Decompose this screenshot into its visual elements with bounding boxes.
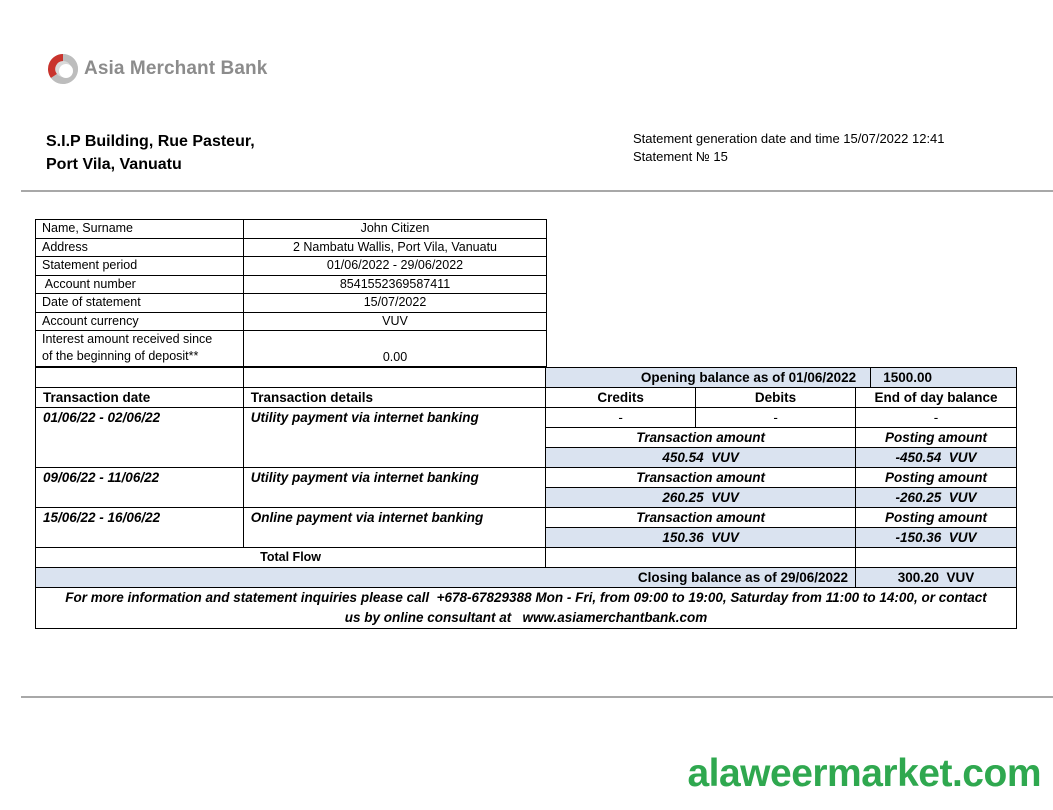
opening-balance-value: 1500.00 — [883, 370, 932, 385]
transaction-amount-label: Transaction amount — [546, 428, 856, 448]
info-row — [36, 294, 547, 313]
eod-balance-value: - — [856, 408, 1017, 428]
info-label: Name, Surname — [36, 220, 244, 239]
bank-name: Asia Merchant Bank — [84, 58, 268, 79]
info-row — [36, 257, 547, 276]
posting-amount-label: Posting amount — [856, 468, 1017, 488]
info-row — [36, 238, 547, 257]
transaction-details: Utility payment via internet banking — [243, 468, 545, 508]
statement-info — [633, 130, 945, 166]
table-row — [36, 508, 1017, 528]
info-row — [36, 312, 547, 331]
header-end-of-day-balance: End of day balance — [856, 388, 1017, 408]
transaction-amount-label: Transaction amount — [546, 508, 856, 528]
info-row — [36, 275, 547, 294]
header-transaction-date: Transaction date — [36, 388, 244, 408]
header-debits: Debits — [696, 388, 856, 408]
posting-amount-value: -150.36 VUV — [856, 528, 1017, 548]
transaction-amount-label: Transaction amount — [546, 468, 856, 488]
empty-cell — [36, 368, 244, 388]
empty-cell — [856, 548, 1017, 568]
transactions-table — [35, 367, 1017, 629]
info-value: 15/07/2022 — [244, 294, 547, 313]
debits-value: - — [696, 408, 856, 428]
info-label-line-2: of the beginning of deposit** — [42, 349, 199, 363]
transaction-date: 01/06/22 - 02/06/22 — [36, 408, 244, 468]
posting-amount-value: -450.54 VUV — [856, 448, 1017, 468]
bottom-divider — [21, 696, 1053, 698]
table-row — [36, 408, 1017, 428]
transaction-date: 15/06/22 - 16/06/22 — [36, 508, 244, 548]
table-header-row — [36, 388, 1017, 408]
contact-footer — [36, 588, 1017, 629]
address-line-2: Port Vila, Vanuatu — [46, 156, 182, 173]
transaction-date: 09/06/22 - 11/06/22 — [36, 468, 244, 508]
bank-address — [46, 130, 255, 176]
info-label: Statement period — [36, 257, 244, 276]
top-divider — [21, 190, 1053, 192]
statement-generation-line: Statement generation date and time 15/07/2022 12:41 — [633, 131, 945, 146]
info-row — [36, 331, 547, 367]
info-label-line-1: Interest amount received since — [42, 332, 213, 346]
transaction-amount-value: 260.25 VUV — [546, 488, 856, 508]
info-row — [36, 220, 547, 239]
transaction-details: Utility payment via internet banking — [243, 408, 545, 468]
info-value: 2 Nambatu Wallis, Port Vila, Vanuatu — [244, 238, 547, 257]
info-label: Account currency — [36, 312, 244, 331]
info-value: 01/06/2022 - 29/06/2022 — [244, 257, 547, 276]
info-label: Address — [36, 238, 244, 257]
closing-balance-value: 300.20 VUV — [856, 568, 1017, 588]
footer-line-2: us by online consultant at www.asiamerchantbank.com — [344, 610, 708, 625]
info-value: 0.00 — [244, 331, 547, 367]
address-line-1: S.I.P Building, Rue Pasteur, — [46, 133, 255, 150]
table-row — [36, 468, 1017, 488]
opening-balance-row — [36, 368, 1017, 388]
opening-balance-label: Opening balance as of 01/06/2022 — [546, 368, 871, 387]
closing-balance-row — [36, 568, 1017, 588]
footer-line-1: For more information and statement inquiries please call +678-67829388 Mon - Fri, from 09:00 to 19:00, Saturday from 11:00 to 14:00, or contact — [65, 590, 987, 605]
empty-cell — [546, 548, 856, 568]
posting-amount-value: -260.25 VUV — [856, 488, 1017, 508]
info-value: VUV — [244, 312, 547, 331]
info-label: Account number — [36, 275, 244, 294]
bank-logo-icon — [46, 52, 80, 86]
contact-footer-row — [36, 588, 1017, 629]
info-label: Date of statement — [36, 294, 244, 313]
transaction-amount-value: 450.54 VUV — [546, 448, 856, 468]
total-flow-label: Total Flow — [36, 548, 546, 568]
bank-logo — [46, 52, 267, 86]
header-credits: Credits — [546, 388, 696, 408]
header-transaction-details: Transaction details — [243, 388, 545, 408]
transaction-amount-value: 150.36 VUV — [546, 528, 856, 548]
opening-balance-cell — [546, 368, 1017, 388]
statement-number-line: Statement № 15 — [633, 149, 728, 164]
info-label — [36, 331, 244, 367]
empty-cell — [243, 368, 545, 388]
client-info-table — [35, 219, 547, 367]
credits-value: - — [546, 408, 696, 428]
total-flow-row — [36, 548, 1017, 568]
watermark: alaweermarket.com — [687, 752, 1041, 795]
closing-balance-label: Closing balance as of 29/06/2022 — [36, 568, 856, 588]
info-value: John Citizen — [244, 220, 547, 239]
transaction-details: Online payment via internet banking — [243, 508, 545, 548]
info-value: 8541552369587411 — [244, 275, 547, 294]
posting-amount-label: Posting amount — [856, 508, 1017, 528]
posting-amount-label: Posting amount — [856, 428, 1017, 448]
